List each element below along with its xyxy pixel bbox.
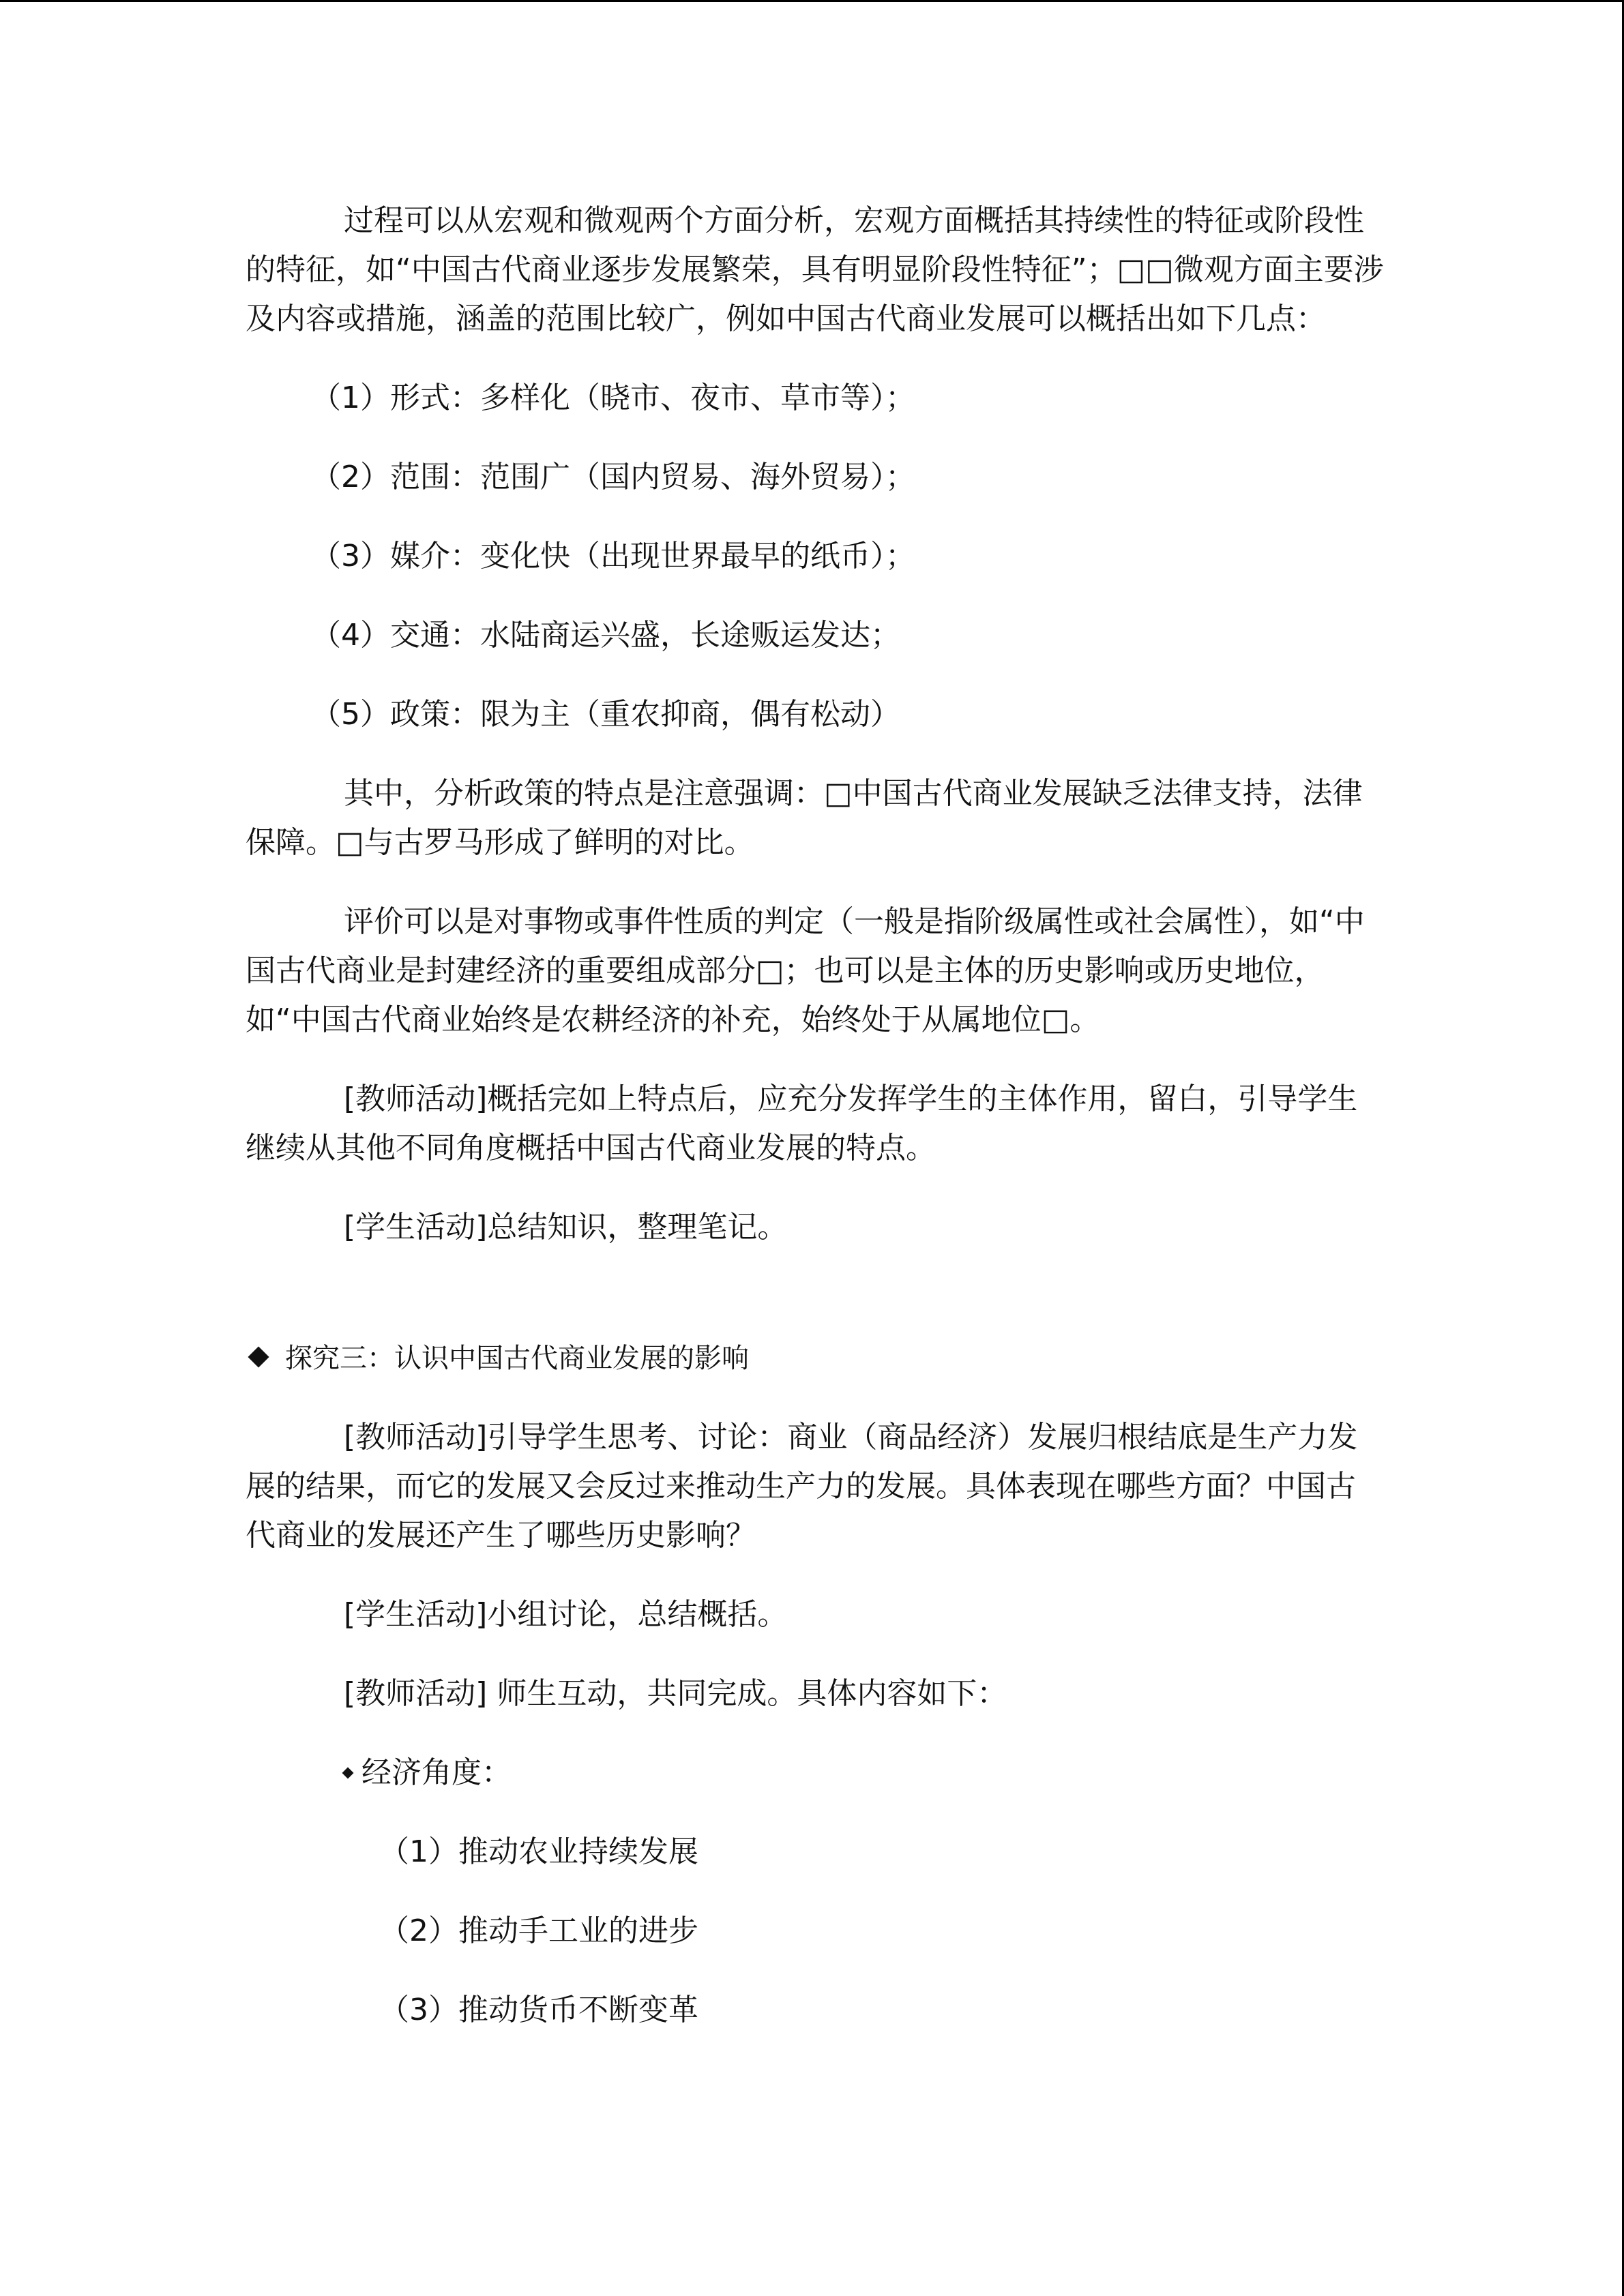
list-item: （1）形式：多样化（晓市、夜市、草市等）； <box>311 381 915 415</box>
spacer <box>246 739 1385 769</box>
paragraph-evaluation: 评价可以是对事物或事件性质的判定（一般是指阶级属性或社会属性），如“中国古代商业是封建经济的重要组成部分□；也可以是主体的历史影响或历史地位，如“中国古代商业始终是农耕经济的补充，始终处于从属地位□。 <box>246 904 1365 1037</box>
spacer <box>246 1877 1385 1907</box>
sub-list-item: （1）推动农业持续发展 <box>379 1834 698 1869</box>
paragraph-teacher-interaction: [教师活动] 师生互动，共同完成。具体内容如下： <box>344 1676 1007 1711</box>
spacer <box>246 1045 1385 1075</box>
economic-angle-line <box>246 1748 1385 1798</box>
spacer <box>246 660 1385 690</box>
sub-list-item: （3）推动货币不断变革 <box>379 1993 698 2027</box>
page-border-top <box>0 0 1624 2</box>
spacer <box>246 502 1385 532</box>
paragraph-teacher-question: [教师活动]引导学生思考、讨论：商业（商品经济）发展归根结底是生产力发展的结果，而它的发展又会反过来推动生产力的发展。具体表现在哪些方面？中国古代商业的发展还产生了哪些历史影响？ <box>246 1420 1358 1553</box>
paragraph-student-discussion: [学生活动]小组讨论，总结概括。 <box>344 1597 788 1632</box>
spacer <box>246 1252 1385 1334</box>
list-item: （4）交通：水陆商运兴盛，长途贩运发达； <box>311 618 900 653</box>
spacer <box>246 1956 1385 1986</box>
paragraph-student-activity: [学生活动]总结知识，整理笔记。 <box>344 1210 788 1244</box>
list-item: （5）政策：限为主（重农抑商，偶有松动） <box>311 697 900 732</box>
paragraph-policy: 其中，分析政策的特点是注意强调：□中国古代商业发展缺乏法律支持，法律保障。□与古罗马形成了鲜明的对比。 <box>246 776 1363 860</box>
list-item: （3）媒介：变化快（出现世界最早的纸币）； <box>311 539 915 573</box>
paragraph-teacher-activity: [教师活动]概括完如上特点后，应充分发挥学生的主体作用，留白，引导学生继续从其他不同角度概括中国古代商业发展的特点。 <box>246 1082 1358 1165</box>
spacer <box>246 1639 1385 1669</box>
sub-list-item: （2）推动手工业的进步 <box>379 1913 698 1948</box>
section-heading <box>246 1334 1385 1383</box>
spacer <box>246 581 1385 611</box>
spacer <box>246 344 1385 374</box>
section-heading-text: 探究三：认识中国古代商业发展的影响 <box>285 1343 749 1374</box>
spacer <box>246 867 1385 897</box>
diamond-bullet-icon <box>248 1346 269 1367</box>
spacer <box>246 1173 1385 1203</box>
paragraph-analysis: 过程可以从宏观和微观两个方面分析，宏观方面概括其持续性的特征或阶段性的特征，如“中国古代商业逐步发展繁荣，具有明显阶段性特征”；□□微观方面主要涉及内容或措施，涵盖的范围比较广，例如中国古代商业发展可以概括出如下几点： <box>246 203 1384 336</box>
spacer <box>246 1798 1385 1828</box>
spacer <box>246 423 1385 453</box>
spacer <box>246 1718 1385 1748</box>
small-diamond-bullet-icon <box>342 1768 354 1779</box>
list-item: （2）范围：范围广（国内贸易、海外贸易）； <box>311 460 915 494</box>
spacer <box>246 1560 1385 1590</box>
spacer <box>246 1383 1385 1413</box>
economic-angle-label: 经济角度： <box>361 1755 512 1790</box>
document-body <box>246 196 1385 2035</box>
